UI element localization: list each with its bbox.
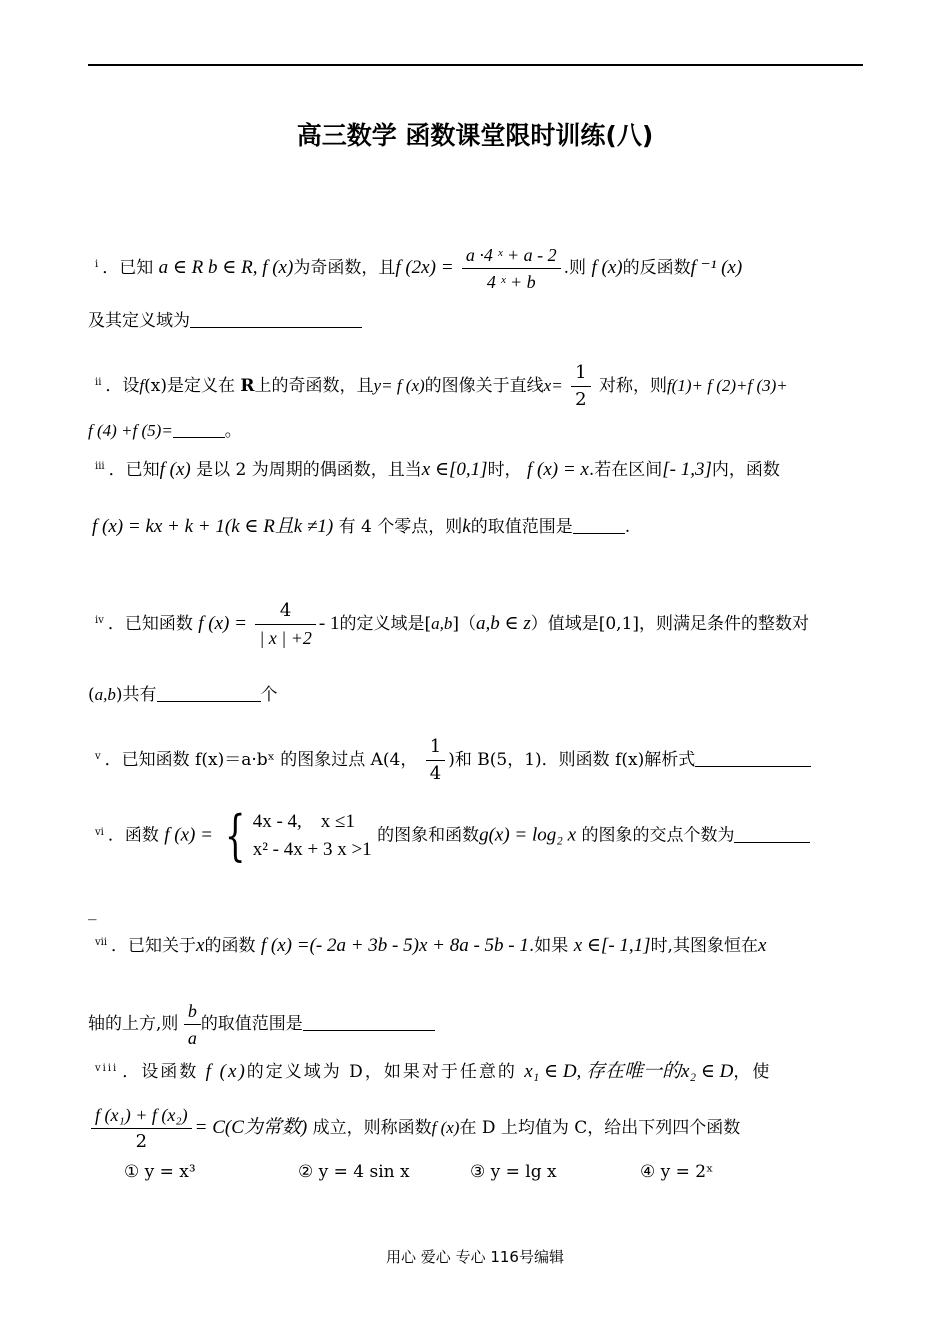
question-8-line-2: $\frac{\text{f (x₁) + f (x₂)}}{2}$ = C(C为常数) 成立，则称函数f (x)在 D 上均值为 C，给出下列四个函数: [88, 1104, 740, 1153]
question-3-line-2: f (x) = kx + k + 1(k ∈ R且k ≠1) 有 4 个零点，则k的取值范围是 .: [92, 516, 631, 537]
question-1-line-2: 及其定义域为: [88, 310, 362, 332]
question-4-line-2: (a,b)共有 个: [88, 685, 278, 705]
answer-blank[interactable]: [173, 421, 225, 438]
fraction: $\frac{1}{2}$: [571, 362, 590, 411]
question-7: $^{vii}$ ．已知关于x的函数 f (x) =(- 2a + 3b - 5)x + 8a - 5b - 1.如果 x ∈[- 1,1]时,其图象恒在x: [95, 935, 767, 956]
answer-blank[interactable]: [573, 517, 625, 534]
question-2-line-2: f (4) +f (5)= 。: [88, 421, 242, 441]
fraction: $\frac{\text{a ·4 ˣ + a - 2}}{\text{4 ˣ + b}}$: [462, 244, 561, 293]
question-6-line-2: _: [88, 901, 97, 921]
page-title: 高三数学 函数课堂限时训练(八): [296, 121, 654, 150]
question-5: $^v$ ．已知函数 f(x)＝a·bˣ 的图象过点 A(4， $\frac{1}{4}$ )和 B(5，1)．则函数 f(x)解析式: [95, 736, 811, 785]
question-2: $^{ii}$ ．设f(x)是定义在 R上的奇函数，且y= f (x)的图像关于直线x= $\frac{1}{2}$ 对称，则f(1)+ f (2)+f (3)+: [95, 362, 788, 410]
piecewise-cases: 4x - 4, x ≤1 x² - 4x + 3 x >1: [252, 811, 372, 860]
page-footer: 用心 爱心 专心 116号编辑: [386, 1248, 564, 1266]
left-brace: {: [225, 804, 246, 867]
question-4: $^{iv}$ ．已知函数 f (x) = $\frac{4}{| x | +2}$ - 1的定义域是[a,b]（a,b ∈ z）值域是[0,1]，则满足条件的整数对: [95, 600, 810, 648]
answer-blank[interactable]: [303, 1014, 435, 1031]
fraction: $\frac{1}{4}$: [426, 736, 445, 785]
fraction: $\frac{4}{| x | +2}$: [255, 600, 316, 649]
question-1: $^i$ ．已知 a ∈ R b ∈ R, f (x)为奇函数，且f (2x) = $\frac{\text{a ·4 ˣ + a - 2}}{\text{4 ˣ + b}}$ .则 f (x)的反函数f ⁻¹ (x): [95, 245, 743, 292]
question-7-line-2: 轴的上方,则 $\frac{b}{a}$ 的取值范围是: [88, 1000, 435, 1049]
header-rule: [88, 64, 863, 66]
option-2: ② y = 4 sin x: [298, 1162, 410, 1182]
option-1: ① y = x³: [124, 1162, 196, 1182]
answer-blank[interactable]: [695, 750, 811, 767]
answer-blank[interactable]: [734, 826, 810, 843]
fraction: $\frac{\text{f (x₁) + f (x₂)}}{2}$: [91, 1104, 192, 1153]
option-4: ④ y = 2ˣ: [640, 1162, 714, 1182]
option-3: ③ y = lg x: [470, 1162, 557, 1182]
question-6: $^{vi}$ ．函数 f (x) = { 4x - 4, x ≤1 x² - 4x + 3 x >1 的图象和函数g(x) = log₂ x 的图象的交点个数为: [95, 808, 810, 864]
question-3: $^{iii}$ ．已知f (x) 是以 2 为周期的偶函数，且当x ∈[0,1]时， f (x) = x.若在区间[- 1,3]内，函数: [95, 459, 780, 480]
fraction: $\frac{b}{a}$: [184, 1000, 201, 1049]
question-8: $^{viii}$ ．设函数 f (x)的定义域为 D，如果对于任意的 x₁ ∈ D, 存在唯一的x₂ ∈ D，使: [95, 1061, 772, 1082]
answer-blank[interactable]: [157, 685, 261, 702]
answer-blank[interactable]: [190, 311, 362, 328]
